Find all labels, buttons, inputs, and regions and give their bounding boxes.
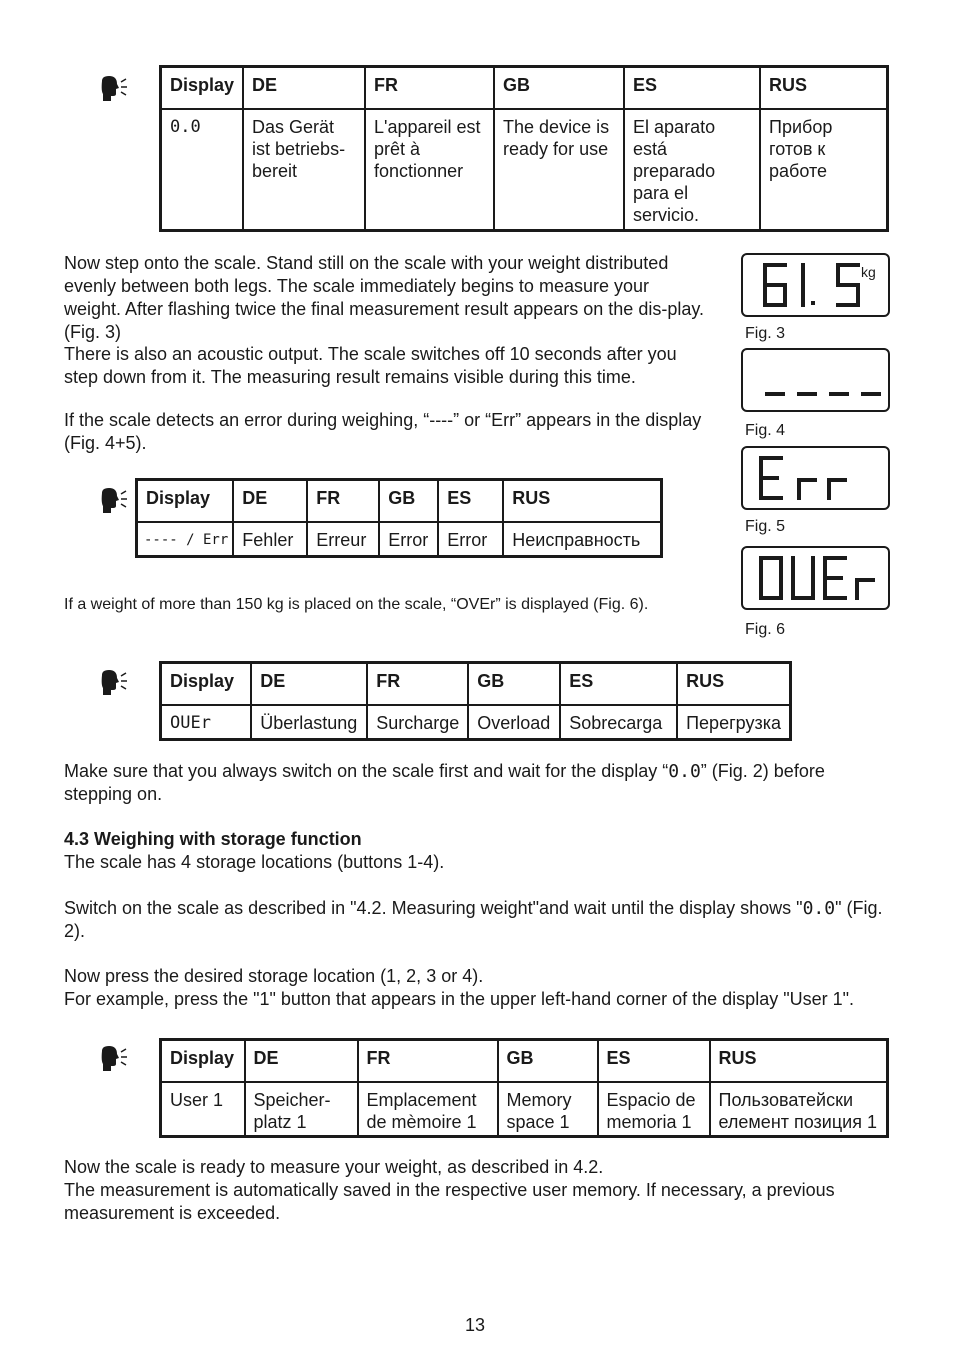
paragraph: Now the scale is ready to measure your weight, as described in 4.2. <box>64 1157 604 1177</box>
table-cell: OUEr <box>161 705 252 740</box>
paragraph-text: ” (Fig. 2) before stepping on. <box>64 761 825 804</box>
lcd-err <box>743 448 888 508</box>
table-header: DE <box>233 480 307 522</box>
table-header: ES <box>438 480 503 522</box>
table-cell: Error <box>438 522 503 557</box>
table-cell: The device is ready for use <box>494 109 624 231</box>
display-table-ready <box>159 65 889 232</box>
table-cell: Überlastung <box>251 705 367 740</box>
table-header: FR <box>367 663 468 705</box>
display-table-overload <box>159 661 792 741</box>
table-header: DE <box>251 663 367 705</box>
paragraph: If a weight of more than 150 kg is placed on the scale, “OVEr” is displayed (Fig. 6). <box>64 596 649 613</box>
table-header: DE <box>245 1040 358 1082</box>
table-cell: Memory space 1 <box>498 1082 598 1137</box>
table-header: ES <box>598 1040 710 1082</box>
table-header: FR <box>365 67 494 109</box>
page-number: 13 <box>465 1315 486 1335</box>
speaker-icon <box>98 487 128 515</box>
table-cell: User 1 <box>161 1082 245 1137</box>
table-header: FR <box>307 480 379 522</box>
lcd-61-5 <box>743 255 888 315</box>
table-header: FR <box>358 1040 498 1082</box>
paragraph: If the scale detects an error during weighing, “----” or “Err” appears in the display (Fig. 4+5). <box>64 410 702 453</box>
section-heading: 4.3 Weighing with storage function <box>64 829 362 849</box>
table-header: RUS <box>760 67 887 109</box>
speaker-icon <box>98 1045 128 1073</box>
table-cell: Das Gerät ist betriebs-bereit <box>243 109 365 231</box>
display-table-user <box>159 1038 889 1138</box>
display-table-error <box>135 478 663 558</box>
paragraph: Now press the desired storage location (1, 2, 3 or 4). <box>64 966 484 986</box>
table-cell: Пользоватейски елемент позиция 1 <box>710 1082 888 1137</box>
speaker-icon <box>98 75 128 103</box>
table-cell: Прибор готов к работе <box>760 109 887 231</box>
table-header: RUS <box>503 480 661 522</box>
display-glyph: 0.0 <box>802 898 836 919</box>
table-header: ES <box>560 663 677 705</box>
paragraph <box>64 897 894 943</box>
figure-caption: Fig. 3 <box>745 325 786 342</box>
table-cell: Fehler <box>233 522 307 557</box>
paragraph: There is also an acoustic output. The scale switches off 10 seconds after you step down from it. The measuring result remains visible during this time. <box>64 344 677 387</box>
paragraph: For example, press the "1" button that appears in the upper left-hand corner of the display "User 1". <box>64 989 854 1009</box>
lcd-over <box>743 548 888 608</box>
table-header: GB <box>494 67 624 109</box>
table-cell: Erreur <box>307 522 379 557</box>
display-figure-dashes <box>741 348 890 412</box>
table-cell: Неисправность <box>503 522 661 557</box>
table-header: ES <box>624 67 760 109</box>
table-cell: Sobrecarga <box>560 705 677 740</box>
display-glyph: 0.0 <box>668 761 701 782</box>
paragraph: The measurement is automatically saved in the respective user memory. If necessary, a previous measurement is exceeded. <box>64 1180 835 1223</box>
table-cell: Espacio de memoria 1 <box>598 1082 710 1137</box>
svg-text:kg: kg <box>861 264 876 280</box>
table-header: Display <box>161 1040 245 1082</box>
table-cell: Emplacement de mèmoire 1 <box>358 1082 498 1137</box>
table-cell: Surcharge <box>367 705 468 740</box>
table-header: GB <box>379 480 438 522</box>
display-figure-error <box>741 446 890 510</box>
paragraph <box>64 760 864 806</box>
table-header: DE <box>243 67 365 109</box>
paragraph-text: Make sure that you always switch on the scale first and wait for the display “ <box>64 761 669 781</box>
paragraph-text: " (Fig. 2). <box>64 898 883 941</box>
paragraph: Now step onto the scale. Stand still on the scale with your weight distributed evenly between both legs. The scale immediately begins to measure your weight. After flashing twice the final measurement result appears on the dis-play. (Fig. 3) <box>64 253 705 342</box>
paragraph: The scale has 4 storage locations (buttons 1-4). <box>64 852 445 872</box>
table-header: GB <box>468 663 560 705</box>
table-cell: 0.0 <box>161 109 244 231</box>
figure-caption: Fig. 4 <box>745 422 786 439</box>
figure-caption: Fig. 5 <box>745 518 786 535</box>
table-header: GB <box>498 1040 598 1082</box>
table-cell: Speicher-platz 1 <box>245 1082 358 1137</box>
paragraph-text: Switch on the scale as described in "4.2. Measuring weight"and wait until the display shows " <box>64 898 803 918</box>
table-header: RUS <box>677 663 790 705</box>
table-header: Display <box>137 480 234 522</box>
table-cell: Overload <box>468 705 560 740</box>
table-header: RUS <box>710 1040 888 1082</box>
table-header: Display <box>161 67 244 109</box>
table-cell: ---- / Err <box>137 522 234 557</box>
table-header: Display <box>161 663 252 705</box>
display-figure-weight <box>741 253 890 317</box>
lcd-dashes <box>743 350 888 410</box>
figure-caption: Fig. 6 <box>745 621 786 638</box>
table-cell: L'appareil est prêt à fonctionner <box>365 109 494 231</box>
display-figure-overload <box>741 546 890 610</box>
table-cell: Error <box>379 522 438 557</box>
table-cell: Перегрузка <box>677 705 790 740</box>
table-cell: El aparato está preparado para el servicio. <box>624 109 760 231</box>
speaker-icon <box>98 669 128 697</box>
